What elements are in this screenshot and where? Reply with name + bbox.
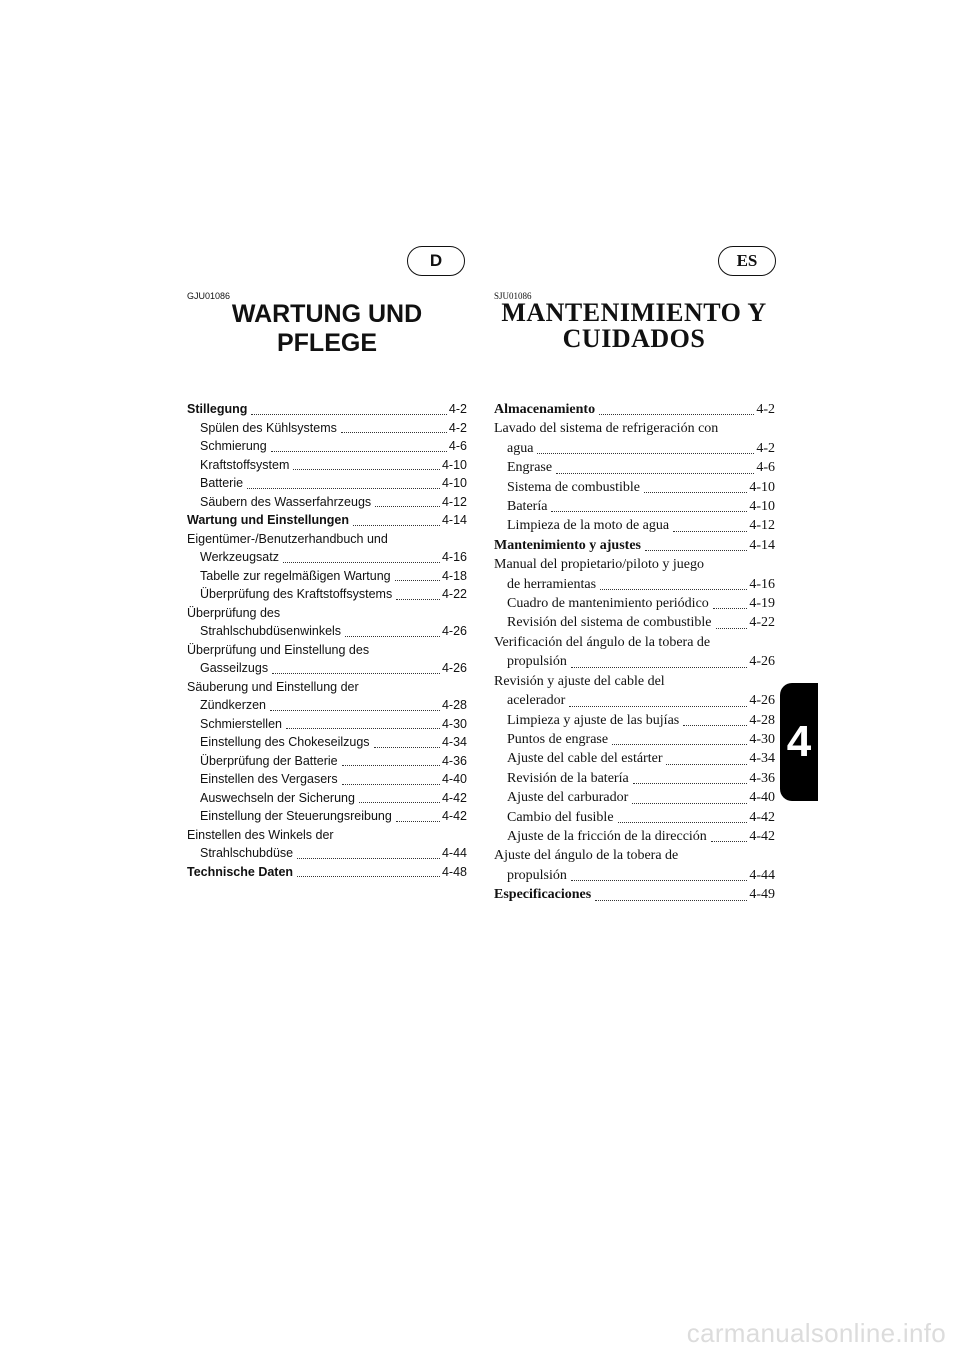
- toc-page-number: 4-10: [749, 499, 775, 515]
- toc-dot-leader: [345, 636, 440, 637]
- toc-page-number: 4-2: [448, 420, 467, 435]
- toc-entry[interactable]: [187, 641, 467, 660]
- toc-dot-leader: [683, 725, 747, 726]
- toc-entry-label: Säuberung und Einstellung der: [187, 679, 359, 694]
- toc-dot-leader: [571, 667, 747, 668]
- toc-page-number: 4-16: [441, 550, 467, 564]
- toc-page-number: 4-42: [749, 809, 775, 825]
- toc-entry-label: Engrase: [507, 460, 553, 476]
- toc-entry[interactable]: [494, 769, 775, 788]
- toc-page-number: 4-42: [441, 790, 467, 805]
- toc-entry[interactable]: [187, 678, 467, 697]
- toc-entry[interactable]: [494, 633, 775, 652]
- toc-dot-leader: [270, 710, 440, 711]
- toc-entry[interactable]: [494, 866, 775, 885]
- toc-page-number: 4-12: [749, 518, 775, 534]
- toc-page-number: 4-49: [749, 887, 775, 903]
- toc-page-number: 4-10: [441, 457, 467, 472]
- toc-entry-label: propulsión: [507, 654, 567, 670]
- toc-dot-leader: [618, 822, 748, 823]
- toc-entry[interactable]: [187, 493, 467, 512]
- toc-page-number: 4-36: [749, 770, 775, 786]
- toc-dot-leader: [600, 589, 747, 590]
- toc-page-number: 4-26: [749, 693, 775, 709]
- toc-page-number: 4-12: [441, 494, 467, 509]
- toc-dot-leader: [396, 599, 440, 600]
- toc-entry-label: Schmierung: [200, 439, 267, 453]
- toc-entry-label: Spülen des Kühlsystems: [200, 420, 337, 435]
- toc-entry[interactable]: [187, 604, 467, 623]
- toc-entry[interactable]: [187, 715, 467, 734]
- toc-entry[interactable]: [187, 567, 467, 586]
- toc-entry-label: Mantenimiento y ajustes: [494, 537, 641, 553]
- toc-entry-label: Ajuste de la fricción de la dirección: [507, 828, 707, 844]
- toc-dot-leader: [632, 803, 747, 804]
- toc-entry[interactable]: [187, 733, 467, 752]
- toc-entry-label: Einstellung des Chokeseilzugs: [200, 735, 370, 749]
- toc-entry[interactable]: [494, 575, 775, 594]
- chapter-tab: 4: [780, 683, 818, 801]
- toc-page-number: 4-40: [749, 790, 775, 806]
- toc-entry-label: acelerador: [507, 693, 566, 709]
- toc-dot-leader: [375, 506, 440, 507]
- chapter-title-de-line-2: PFLEGE: [276, 329, 377, 357]
- toc-entry-label: agua: [507, 440, 534, 456]
- toc-entry-label: Batería: [507, 499, 548, 515]
- toc-entry-label: Werkzeugsatz: [200, 550, 279, 564]
- toc-page-number: 4-30: [749, 731, 775, 747]
- toc-entry-label: Revisión de la batería: [507, 770, 629, 786]
- toc-page-number: 4-14: [441, 513, 467, 527]
- toc-page-number: 4-34: [441, 735, 467, 749]
- section-code-de: GJU01086: [187, 291, 231, 301]
- toc-page-number: 4-16: [749, 576, 775, 592]
- toc-section-entry[interactable]: [494, 536, 775, 555]
- toc-section-entry[interactable]: [187, 863, 467, 882]
- toc-entry[interactable]: [494, 478, 775, 497]
- toc-entry[interactable]: [187, 474, 467, 493]
- toc-entry-label: Überprüfung des: [187, 605, 281, 620]
- toc-entry[interactable]: [187, 419, 467, 438]
- toc-dot-leader: [297, 858, 440, 859]
- toc-dot-leader: [537, 453, 754, 454]
- toc-entry[interactable]: [187, 826, 467, 845]
- toc-dot-leader: [396, 821, 440, 822]
- toc-entry[interactable]: [494, 497, 775, 516]
- toc-entry-label: Säubern des Wasserfahrzeugs: [200, 494, 372, 509]
- toc-page-number: 4-36: [441, 753, 467, 768]
- toc-entry-label: Einstellung der Steuerungsreibung: [200, 809, 392, 823]
- chapter-title-es: [494, 300, 774, 352]
- toc-page-number: 4-18: [441, 568, 467, 583]
- toc-entry-label: Ajuste del cable del estárter: [507, 751, 663, 767]
- toc-page-number: 4-26: [749, 654, 775, 670]
- toc-entry[interactable]: [494, 672, 775, 691]
- toc-entry[interactable]: [494, 652, 775, 671]
- toc-entry-label: Kraftstoffsystem: [200, 457, 290, 472]
- toc-entry[interactable]: [187, 789, 467, 808]
- toc-entry-label: Technische Daten: [187, 864, 294, 879]
- toc-page-number: 4-10: [441, 476, 467, 490]
- toc-page-number: 4-34: [749, 751, 775, 767]
- toc-entry-label: Schmierstellen: [200, 716, 282, 731]
- toc-page-number: 4-26: [441, 624, 467, 638]
- toc-page-number: 4-44: [749, 867, 775, 883]
- chapter-title-es-line-2: CUIDADOS: [562, 324, 706, 353]
- toc-entry-label: Einstellen des Vergasers: [200, 772, 338, 786]
- toc-dot-leader: [359, 802, 440, 803]
- toc-dot-leader: [293, 469, 440, 470]
- toc-dot-leader: [673, 531, 747, 532]
- toc-dot-leader: [713, 608, 748, 609]
- toc-entry[interactable]: [494, 419, 775, 438]
- table-of-contents-de: [187, 400, 467, 881]
- toc-entry-label: Überprüfung des Kraftstoffsystems: [200, 587, 393, 601]
- toc-entry[interactable]: [494, 749, 775, 768]
- toc-dot-leader: [711, 841, 748, 842]
- toc-entry[interactable]: [187, 548, 467, 567]
- table-of-contents-es: [494, 400, 775, 905]
- toc-entry[interactable]: [494, 439, 775, 458]
- toc-entry-label: Wartung und Einstellungen: [187, 513, 350, 527]
- toc-entry-label: Überprüfung und Einstellung des: [187, 642, 370, 657]
- toc-entry-label: Eigentümer-/Benutzerhandbuch und: [187, 531, 388, 546]
- toc-entry[interactable]: [494, 555, 775, 574]
- toc-page-number: 4-30: [441, 716, 467, 731]
- toc-entry[interactable]: [494, 711, 775, 730]
- toc-page-number: 4-26: [441, 661, 467, 675]
- toc-page-number: 4-40: [441, 772, 467, 786]
- toc-entry[interactable]: [494, 613, 775, 632]
- toc-entry[interactable]: [494, 594, 775, 613]
- toc-entry-label: Ajuste del ángulo de la tobera de: [494, 848, 679, 864]
- toc-entry[interactable]: [494, 516, 775, 535]
- toc-section-entry[interactable]: [494, 400, 775, 419]
- toc-dot-leader: [571, 880, 747, 881]
- toc-entry[interactable]: [187, 456, 467, 475]
- toc-entry[interactable]: [187, 752, 467, 771]
- toc-dot-leader: [286, 728, 440, 729]
- toc-entry[interactable]: [187, 659, 467, 678]
- toc-entry-label: Limpieza y ajuste de las bujías: [507, 712, 680, 728]
- toc-entry[interactable]: [187, 585, 467, 604]
- toc-entry[interactable]: [187, 530, 467, 549]
- toc-dot-leader: [666, 764, 747, 765]
- toc-page-number: 4-6: [448, 439, 467, 453]
- chapter-title-de-line-1: WARTUNG UND: [231, 300, 423, 328]
- toc-page-number: 4-2: [756, 440, 775, 456]
- toc-page-number: 4-48: [441, 864, 467, 879]
- toc-entry[interactable]: [494, 808, 775, 827]
- toc-entry[interactable]: [494, 458, 775, 477]
- language-badge-de: D: [407, 246, 465, 276]
- toc-entry[interactable]: [494, 846, 775, 865]
- toc-page-number: 4-44: [441, 846, 467, 860]
- toc-page-number: 4-22: [441, 587, 467, 601]
- toc-entry-label: propulsión: [507, 867, 567, 883]
- toc-entry-label: Sistema de combustible: [507, 479, 640, 495]
- chapter-title-de: [187, 300, 467, 358]
- toc-dot-leader: [247, 488, 440, 489]
- toc-entry-label: Einstellen des Winkels der: [187, 827, 334, 842]
- toc-entry[interactable]: [494, 691, 775, 710]
- toc-entry-label: Almacenamiento: [494, 402, 596, 417]
- chapter-title-es-line-1: MANTENIMIENTO Y: [501, 298, 767, 327]
- toc-entry-label: de herramientas: [507, 576, 597, 592]
- toc-dot-leader: [644, 492, 747, 493]
- toc-dot-leader: [551, 511, 747, 512]
- watermark: carmanualsonline.info: [686, 1318, 946, 1348]
- toc-entry[interactable]: [494, 827, 775, 846]
- toc-page-number: 4-2: [756, 402, 775, 417]
- toc-entry-label: Zündkerzen: [200, 698, 267, 712]
- toc-dot-leader: [272, 673, 440, 674]
- toc-entry-label: Especificaciones: [494, 887, 592, 903]
- toc-entry[interactable]: [187, 696, 467, 715]
- toc-entry[interactable]: [494, 788, 775, 807]
- toc-dot-leader: [341, 432, 447, 433]
- toc-dot-leader: [374, 747, 440, 748]
- toc-dot-leader: [395, 580, 440, 581]
- toc-entry-label: Stillegung: [187, 402, 248, 416]
- toc-entry-label: Überprüfung der Batterie: [200, 753, 338, 768]
- toc-page-number: 4-28: [749, 712, 775, 728]
- toc-entry-label: Puntos de engrase: [507, 731, 609, 747]
- toc-dot-leader: [645, 550, 747, 551]
- toc-entry[interactable]: [187, 770, 467, 789]
- toc-entry-label: Auswechseln der Sicherung: [200, 790, 355, 805]
- toc-dot-leader: [342, 765, 440, 766]
- toc-dot-leader: [297, 876, 440, 877]
- toc-entry-label: Limpieza de la moto de agua: [507, 518, 670, 534]
- toc-entry[interactable]: [187, 622, 467, 641]
- toc-entry-label: Tabelle zur regelmäßigen Wartung: [200, 568, 391, 583]
- toc-entry-label: Revisión y ajuste del cable del: [494, 673, 665, 689]
- toc-dot-leader: [599, 414, 754, 415]
- toc-dot-leader: [342, 784, 440, 785]
- toc-entry-label: Batterie: [200, 476, 244, 490]
- toc-dot-leader: [251, 414, 447, 415]
- toc-entry-label: Strahlschubdüsenwinkels: [200, 624, 342, 638]
- toc-entry[interactable]: [187, 844, 467, 863]
- toc-entry-label: Revisión del sistema de combustible: [507, 615, 712, 631]
- toc-page-number: 4-14: [749, 537, 775, 553]
- toc-entry[interactable]: [494, 730, 775, 749]
- toc-entry-label: Strahlschubdüse: [200, 846, 294, 860]
- toc-entry-label: Cuadro de mantenimiento periódico: [507, 596, 709, 612]
- toc-dot-leader: [283, 562, 440, 563]
- toc-entry-label: Gasseilzugs: [200, 661, 269, 675]
- toc-page-number: 4-10: [749, 479, 775, 495]
- section-code-es: SJU01086: [494, 291, 532, 301]
- toc-page-number: 4-2: [448, 402, 467, 416]
- toc-page-number: 4-19: [749, 596, 775, 612]
- toc-dot-leader: [353, 525, 440, 526]
- toc-page-number: 4-6: [756, 460, 775, 476]
- toc-dot-leader: [633, 783, 748, 784]
- toc-section-entry[interactable]: [494, 885, 775, 904]
- toc-dot-leader: [569, 706, 747, 707]
- toc-dot-leader: [271, 451, 447, 452]
- toc-entry-label: Cambio del fusible: [507, 809, 614, 825]
- toc-entry[interactable]: [187, 437, 467, 456]
- toc-page-number: 4-22: [749, 615, 775, 631]
- toc-dot-leader: [556, 473, 754, 474]
- toc-entry-label: Lavado del sistema de refrigeración con: [494, 421, 719, 437]
- toc-page-number: 4-42: [749, 828, 775, 844]
- toc-section-entry[interactable]: [187, 400, 467, 419]
- toc-page-number: 4-42: [441, 809, 467, 823]
- toc-entry-label: Ajuste del carburador: [507, 790, 629, 806]
- toc-dot-leader: [716, 628, 748, 629]
- toc-entry[interactable]: [187, 807, 467, 826]
- toc-entry-label: Manual del propietario/piloto y juego: [494, 557, 704, 573]
- toc-entry-label: Verificación del ángulo de la tobera de: [494, 634, 711, 650]
- toc-section-entry[interactable]: [187, 511, 467, 530]
- toc-dot-leader: [612, 744, 747, 745]
- toc-page-number: 4-28: [441, 698, 467, 712]
- language-badge-es: ES: [718, 246, 776, 276]
- toc-dot-leader: [595, 900, 747, 901]
